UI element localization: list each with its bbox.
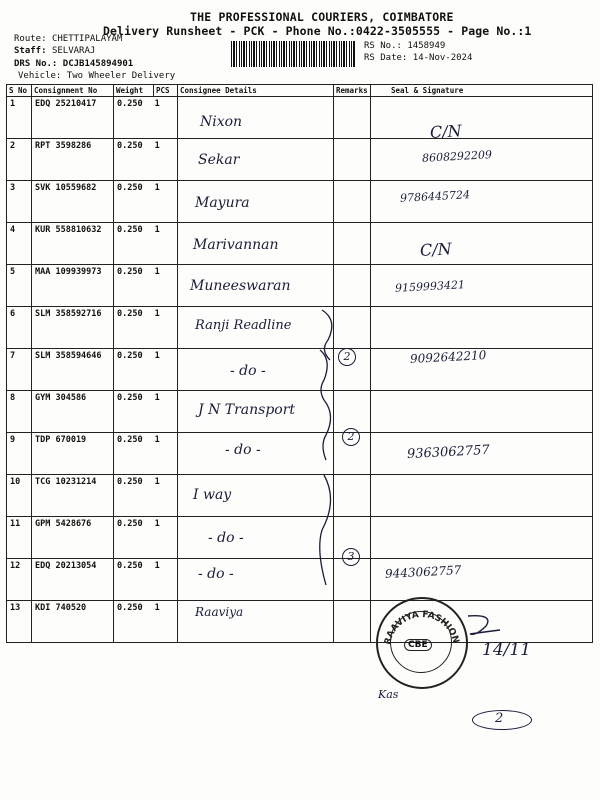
handwritten-consignee: - do - — [208, 530, 244, 546]
handwritten-consignee: Ranji Readline — [195, 318, 292, 333]
cell-weight-pcs — [114, 139, 178, 181]
handwritten-consignee: J N Transport — [198, 402, 296, 418]
table-row — [7, 139, 593, 181]
cell-weight: 0.250 — [117, 435, 143, 445]
cell-weight-pcs — [114, 475, 178, 517]
cell-weight: 0.250 — [117, 183, 143, 193]
cell-pcs: 1 — [154, 477, 160, 487]
handwritten-signature: 9159993421 — [394, 278, 466, 295]
staff-line: Staff: SELVARAJ — [14, 46, 96, 56]
cell-sno: 7 — [7, 349, 32, 391]
vehicle-value: Two Wheeler Delivery — [66, 71, 176, 81]
rs-date-line: RS Date: 14-Nov-2024 — [364, 53, 473, 63]
route-line: Route: CHETTIPALAYAM — [14, 34, 123, 44]
cell-pcs: 1 — [154, 435, 160, 445]
cell-pcs: 1 — [154, 309, 160, 319]
handwritten-remark: 2 — [342, 428, 360, 446]
cell-weight: 0.250 — [117, 225, 143, 235]
bracket-marks — [310, 300, 350, 600]
handwritten-signature: 9363062757 — [406, 442, 491, 463]
cell-sno: 12 — [7, 559, 32, 601]
runsheet-subtitle: Delivery Runsheet - PCK - Phone No.:0422-3505555 - Page No.:1 — [103, 24, 532, 38]
col-consignment: Consignment No — [32, 85, 114, 97]
handwritten-initials: Kas — [378, 688, 399, 701]
cell-pcs: 1 — [154, 183, 160, 193]
table-row — [7, 181, 593, 223]
handwritten-consignee: - do - — [230, 363, 266, 379]
drs-value: DCJB145894901 — [62, 59, 134, 69]
cell-weight: 0.250 — [117, 99, 143, 109]
rs-date-value: 14-Nov-2024 — [412, 53, 473, 63]
cell-remarks — [334, 139, 371, 181]
cell-sno: 2 — [7, 139, 32, 181]
cell-weight-pcs — [114, 433, 178, 475]
table-row — [7, 391, 593, 433]
staff-value: SELVARAJ — [51, 46, 96, 56]
handwritten-signature: 9786445724 — [399, 188, 471, 205]
circled-number: 2 — [495, 711, 504, 726]
cell-remarks — [334, 223, 371, 265]
col-sno: S No — [7, 85, 32, 97]
cell-sno: 8 — [7, 391, 32, 433]
handwritten-consignee: Muneeswaran — [190, 278, 291, 294]
barcode — [231, 41, 356, 67]
cell-weight: 0.250 — [117, 519, 143, 529]
cell-weight: 0.250 — [117, 267, 143, 277]
col-pcs: PCS — [154, 85, 178, 97]
cell-weight: 0.250 — [117, 141, 143, 151]
cell-weight-pcs — [114, 559, 178, 601]
cell-sno: 9 — [7, 433, 32, 475]
cell-consignment: KUR 558810632 — [32, 223, 114, 265]
table-row — [7, 265, 593, 307]
cell-weight-pcs — [114, 601, 178, 643]
cell-consignment: EDQ 20213054 — [32, 559, 114, 601]
cell-weight: 0.250 — [117, 351, 143, 361]
stamp-signature-scribble — [464, 612, 504, 642]
cell-consignment: TDP 670019 — [32, 433, 114, 475]
cell-sno: 13 — [7, 601, 32, 643]
cell-pcs: 1 — [154, 603, 160, 613]
cell-weight: 0.250 — [117, 393, 143, 403]
cell-weight: 0.250 — [117, 561, 143, 571]
stamp-city: CBE — [404, 639, 432, 651]
drs-line: DRS No.: DCJB145894901 — [14, 59, 134, 69]
col-signature: Seal & Signature — [371, 85, 593, 97]
bracket-4 — [320, 475, 331, 585]
rs-no-line: RS No.: 1458949 — [364, 41, 446, 51]
bracket-3 — [323, 400, 331, 460]
cell-pcs: 1 — [154, 351, 160, 361]
cell-signature — [371, 223, 593, 265]
cell-sno: 10 — [7, 475, 32, 517]
cell-sno: 5 — [7, 265, 32, 307]
handwritten-remark: 2 — [338, 348, 356, 366]
col-weight: Weight — [114, 85, 154, 97]
cell-consignment: GYM 304586 — [32, 391, 114, 433]
handwritten-signature: 9443062757 — [384, 563, 462, 581]
cell-signature — [371, 475, 593, 517]
handwritten-remark: 3 — [342, 548, 360, 566]
cell-weight-pcs — [114, 223, 178, 265]
handwritten-signature: C/N — [429, 121, 463, 142]
table-row — [7, 97, 593, 139]
table-row — [7, 475, 593, 517]
cell-consignment: SLM 358594646 — [32, 349, 114, 391]
handwritten-date: 14/11 — [482, 640, 531, 660]
cell-consignment: MAA 109939973 — [32, 265, 114, 307]
cell-signature — [371, 307, 593, 349]
handwritten-consignee: - do - — [198, 566, 234, 582]
cell-consignment: GPM 5428676 — [32, 517, 114, 559]
cell-weight-pcs — [114, 349, 178, 391]
handwritten-consignee: I way — [193, 487, 232, 503]
handwritten-signature: 9092642210 — [409, 348, 487, 366]
cell-pcs: 1 — [154, 561, 160, 571]
table-row — [7, 433, 593, 475]
table-row — [7, 601, 593, 643]
table-header-row — [7, 85, 593, 97]
cell-weight-pcs — [114, 517, 178, 559]
circled-page-mark — [472, 710, 532, 730]
cell-consignment: SLM 358592716 — [32, 307, 114, 349]
runsheet-table — [6, 84, 593, 643]
cell-weight: 0.250 — [117, 603, 143, 613]
handwritten-consignee: Raaviya — [195, 605, 244, 619]
cell-consignment: EDQ 25210417 — [32, 97, 114, 139]
cell-consignment: TCG 10231214 — [32, 475, 114, 517]
cell-weight-pcs — [114, 265, 178, 307]
table-row — [7, 307, 593, 349]
handwritten-signature: 8608292209 — [421, 148, 493, 165]
col-remarks: Remarks — [334, 85, 371, 97]
cell-pcs: 1 — [154, 141, 160, 151]
cell-sno: 3 — [7, 181, 32, 223]
cell-remarks — [334, 181, 371, 223]
cell-pcs: 1 — [154, 267, 160, 277]
cell-weight-pcs — [114, 391, 178, 433]
handwritten-consignee: Sekar — [198, 152, 240, 168]
company-seal-stamp — [376, 597, 468, 689]
col-consignee: Consignee Details — [178, 85, 334, 97]
cell-pcs: 1 — [154, 393, 160, 403]
stamp-name: RAAVIYA FASHION — [383, 609, 461, 646]
cell-weight: 0.250 — [117, 477, 143, 487]
rs-no-value: 1458949 — [407, 41, 446, 51]
route-value: CHETTIPALAYAM — [51, 34, 123, 44]
cell-remarks — [334, 97, 371, 139]
cell-weight: 0.250 — [117, 309, 143, 319]
cell-consignment: SVK 10559682 — [32, 181, 114, 223]
cell-signature — [371, 391, 593, 433]
cell-signature — [371, 517, 593, 559]
handwritten-consignee: Mayura — [195, 195, 250, 211]
cell-sno: 4 — [7, 223, 32, 265]
cell-sno: 11 — [7, 517, 32, 559]
cell-weight-pcs — [114, 97, 178, 139]
cell-weight-pcs — [114, 307, 178, 349]
table-row — [7, 559, 593, 601]
vehicle-line: Vehicle: Two Wheeler Delivery — [18, 71, 176, 81]
cell-pcs: 1 — [154, 225, 160, 235]
table-row — [7, 223, 593, 265]
cell-consignment: KDI 740520 — [32, 601, 114, 643]
bracket-2 — [320, 350, 327, 400]
cell-consignment: RPT 3598286 — [32, 139, 114, 181]
cell-sno: 1 — [7, 97, 32, 139]
handwritten-consignee: Nixon — [200, 114, 243, 130]
cell-pcs: 1 — [154, 519, 160, 529]
cell-weight-pcs — [114, 181, 178, 223]
table-row — [7, 517, 593, 559]
bracket-1 — [322, 310, 332, 360]
cell-pcs: 1 — [154, 99, 160, 109]
company-title: THE PROFESSIONAL COURIERS, COIMBATORE — [190, 10, 454, 24]
handwritten-consignee: Marivannan — [193, 237, 279, 253]
handwritten-consignee: - do - — [225, 442, 261, 458]
cell-signature — [371, 97, 593, 139]
cell-sno: 6 — [7, 307, 32, 349]
handwritten-signature: C/N — [419, 239, 453, 260]
cell-remarks — [334, 601, 371, 643]
table-row — [7, 349, 593, 391]
